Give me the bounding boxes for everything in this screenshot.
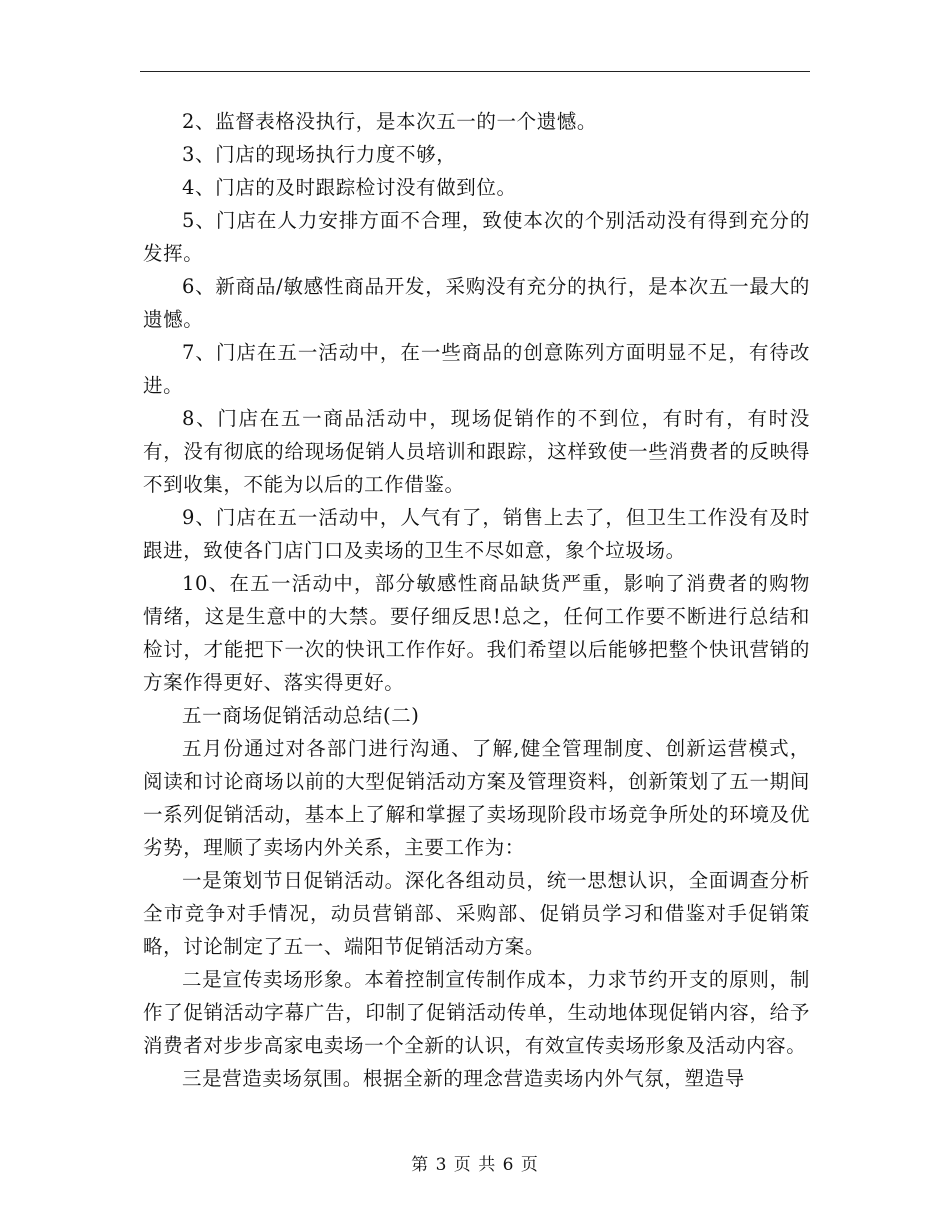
paragraph: 8、门店在五一商品活动中，现场促销作的不到位，有时有，有时没有，没有彻底的给现场促销人员培训和跟踪，这样致使一些消费者的反映得不到收集，不能为以后的工作借鉴。 [143,407,810,496]
paragraph: 4、门店的及时跟踪检讨没有做到位。 [182,176,517,199]
paragraph: 3、门店的现场执行力度不够， [182,143,457,166]
paragraph: 三是营造卖场氛围。根据全新的理念营造卖场内外气氛，塑造导 [182,1067,745,1090]
paragraph: 二是宣传卖场形象。本着控制宣传制作成本，力求节约开支的原则，制作了促销活动字幕广告，印制了促销活动传单，生动地体现促销内容，给予消费者对步步高家电卖场一个全新的认识，有效宣传卖场形象及活动内容。 [143,968,810,1057]
paragraph: 2、监督表格没执行，是本次五一的一个遗憾。 [182,110,598,133]
paragraph: 6、新商品/敏感性商品开发，采购没有充分的执行，是本次五一最大的遗憾。 [143,275,810,331]
paragraph: 五月份通过对各部门进行沟通、了解,健全管理制度、创新运营模式，阅读和讨论商场以前的大型促销活动方案及管理资料，创新策划了五一期间一系列促销活动，基本上了解和掌握了卖场现阶段市场竞争所处的环境及优劣势，理顺了卖场内外关系，主要工作为： [143,737,810,859]
page-number: 第 3 页 共 6 页 [411,1155,539,1175]
paragraph: 10、在五一活动中，部分敏感性商品缺货严重，影响了消费者的购物情绪，这是生意中的大禁。要仔细反思!总之，任何工作要不断进行总结和检讨，才能把下一次的快讯工作作好。我们希望以后能够把整个快讯营销的方案作得更好、落实得更好。 [143,572,810,694]
header-rule [140,71,810,72]
document-body [143,105,810,1095]
section-heading: 五一商场促销活动总结(二) [182,704,420,727]
paragraph: 一是策划节日促销活动。深化各组动员，统一思想认识，全面调查分析全市竞争对手情况，动员营销部、采购部、促销员学习和借鉴对手促销策略，讨论制定了五一、端阳节促销活动方案。 [143,869,810,958]
paragraph: 5、门店在人力安排方面不合理，致使本次的个别活动没有得到充分的发挥。 [143,209,810,265]
paragraph: 9、门店在五一活动中，人气有了，销售上去了，但卫生工作没有及时跟进，致使各门店门口及卖场的卫生不尽如意，象个垃圾场。 [143,506,810,562]
paragraph: 7、门店在五一活动中，在一些商品的创意陈列方面明显不足，有待改进。 [143,341,810,397]
